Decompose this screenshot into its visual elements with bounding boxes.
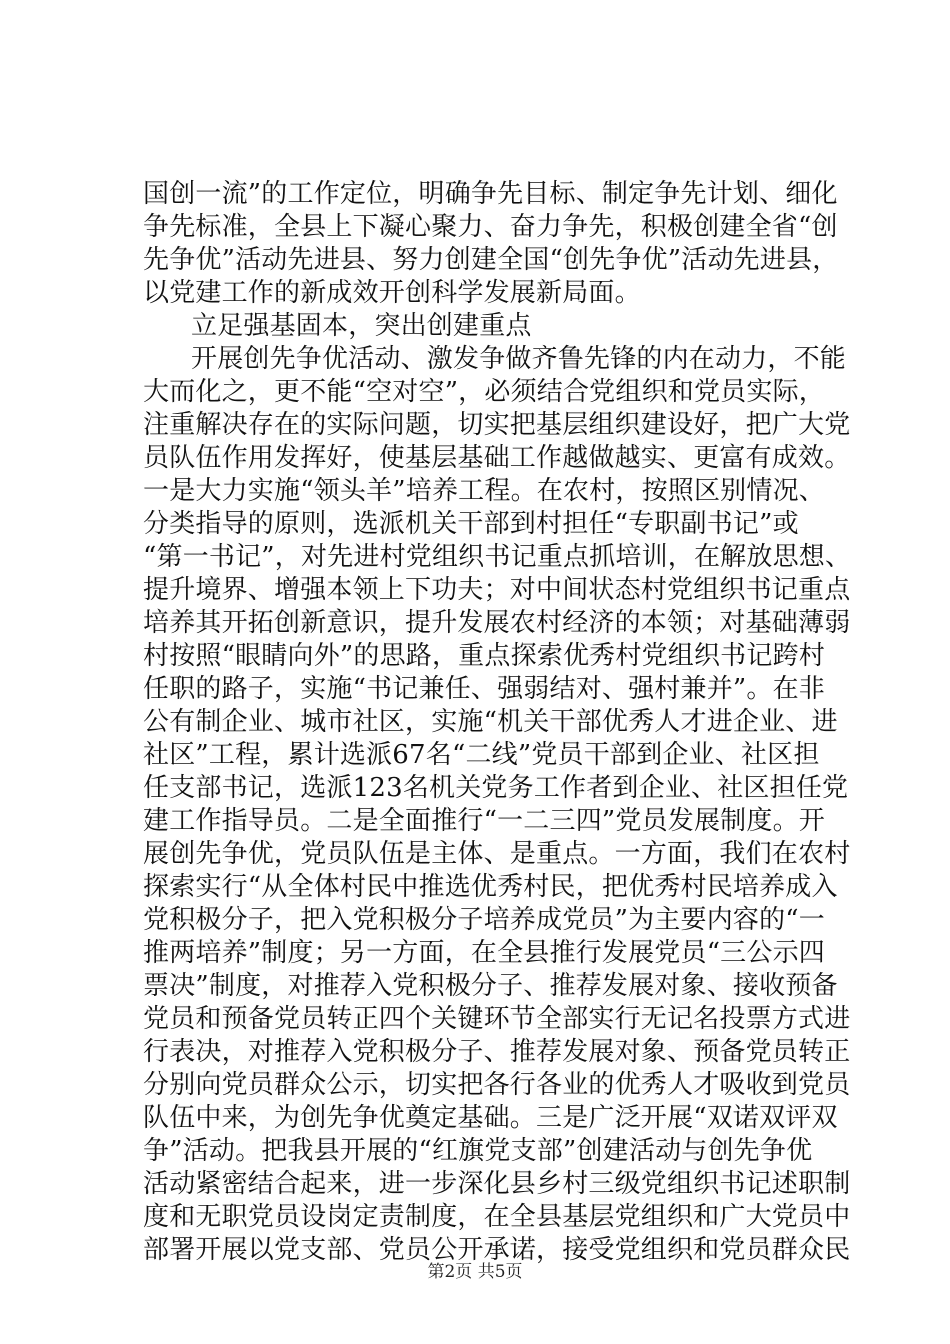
text-line: 培养其开拓创新意识，提升发展农村经济的本领；对基础薄弱	[143, 608, 851, 638]
text-line: 先争优”活动先进县、努力创建全国“创先争优”活动先进县，	[143, 245, 839, 275]
text-line: 探索实行“从全体村民中推选优秀村民，把优秀村民培养成入	[143, 872, 838, 902]
page-number-footer: 第2页 共5页	[427, 1262, 523, 1282]
text-line: 公有制企业、城市社区，实施“机关干部优秀人才进企业、进	[143, 707, 838, 737]
text-line: 党积极分子，把入党积极分子培养成党员”为主要内容的“一	[143, 905, 825, 935]
text-line: 行表决，对推荐入党积极分子、推荐发展对象、预备党员转正	[143, 1037, 851, 1067]
text-line: 分类指导的原则，选派机关干部到村担任“专职副书记”或	[143, 509, 799, 539]
text-line: 度和无职党员设岗定责制度，在全县基层党组织和广大党员中	[143, 1202, 851, 1232]
text-line: 国创一流”的工作定位，明确争先目标、制定争先计划、细化	[143, 179, 838, 209]
text-line: 活动紧密结合起来，进一步深化县乡村三级党组织书记述职制	[143, 1169, 851, 1199]
text-line: 部署开展以党支部、党员公开承诺，接受党组织和党员群众民	[143, 1235, 851, 1265]
text-line: 员队伍作用发挥好，使基层基础工作越做越实、更富有成效。	[143, 443, 851, 473]
paragraph-first-line: 开展创先争优活动、激发争做齐鲁先锋的内在动力，不能	[191, 344, 847, 374]
text-line: 以党建工作的新成效开创科学发展新局面。	[143, 278, 641, 308]
text-line: 分别向党员群众公示，切实把各行各业的优秀人才吸收到党员	[143, 1070, 851, 1100]
text-line: 队伍中来，为创先争优奠定基础。三是广泛开展“双诺双评双	[143, 1103, 838, 1133]
section-heading: 立足强基固本，突出创建重点	[191, 311, 532, 341]
text-line: 村按照“眼睛向外”的思路，重点探索优秀村党组织书记跨村	[143, 641, 825, 671]
text-line: 一是大力实施“领头羊”培养工程。在农村，按照区别情况、	[143, 476, 825, 506]
text-line: 社区”工程，累计选派67名“二线”党员干部到企业、社区担	[143, 740, 820, 770]
text-line: “第一书记”，对先进村党组织书记重点抓培训，在解放思想、	[143, 542, 852, 572]
text-line: 党员和预备党员转正四个关键环节全部实行无记名投票方式进	[143, 1004, 851, 1034]
text-line: 建工作指导员。二是全面推行“一二三四”党员发展制度。开	[143, 806, 825, 836]
text-line: 任职的路子，实施“书记兼任、强弱结对、强村兼并”。在非	[143, 674, 825, 704]
text-line: 争”活动。把我县开展的“红旗党支部”创建活动与创先争优	[143, 1136, 813, 1166]
text-line: 展创先争优，党员队伍是主体、是重点。一方面，我们在农村	[143, 839, 851, 869]
text-line: 注重解决存在的实际问题，切实把基层组织建设好，把广大党	[143, 410, 851, 440]
text-line: 任支部书记，选派123名机关党务工作者到企业、社区担任党	[143, 773, 849, 803]
text-line: 票决”制度，对推荐入党积极分子、推荐发展对象、接收预备	[143, 971, 838, 1001]
document-body	[143, 178, 852, 1267]
text-line: 提升境界、增强本领上下功夫；对中间状态村党组织书记重点	[143, 575, 851, 605]
text-line: 推两培养”制度；另一方面，在全县推行发展党员“三公示四	[143, 938, 825, 968]
text-line: 争先标准，全县上下凝心聚力、奋力争先，积极创建全省“创	[143, 212, 838, 242]
text-line: 大而化之，更不能“空对空”，必须结合党组织和党员实际，	[143, 377, 825, 407]
